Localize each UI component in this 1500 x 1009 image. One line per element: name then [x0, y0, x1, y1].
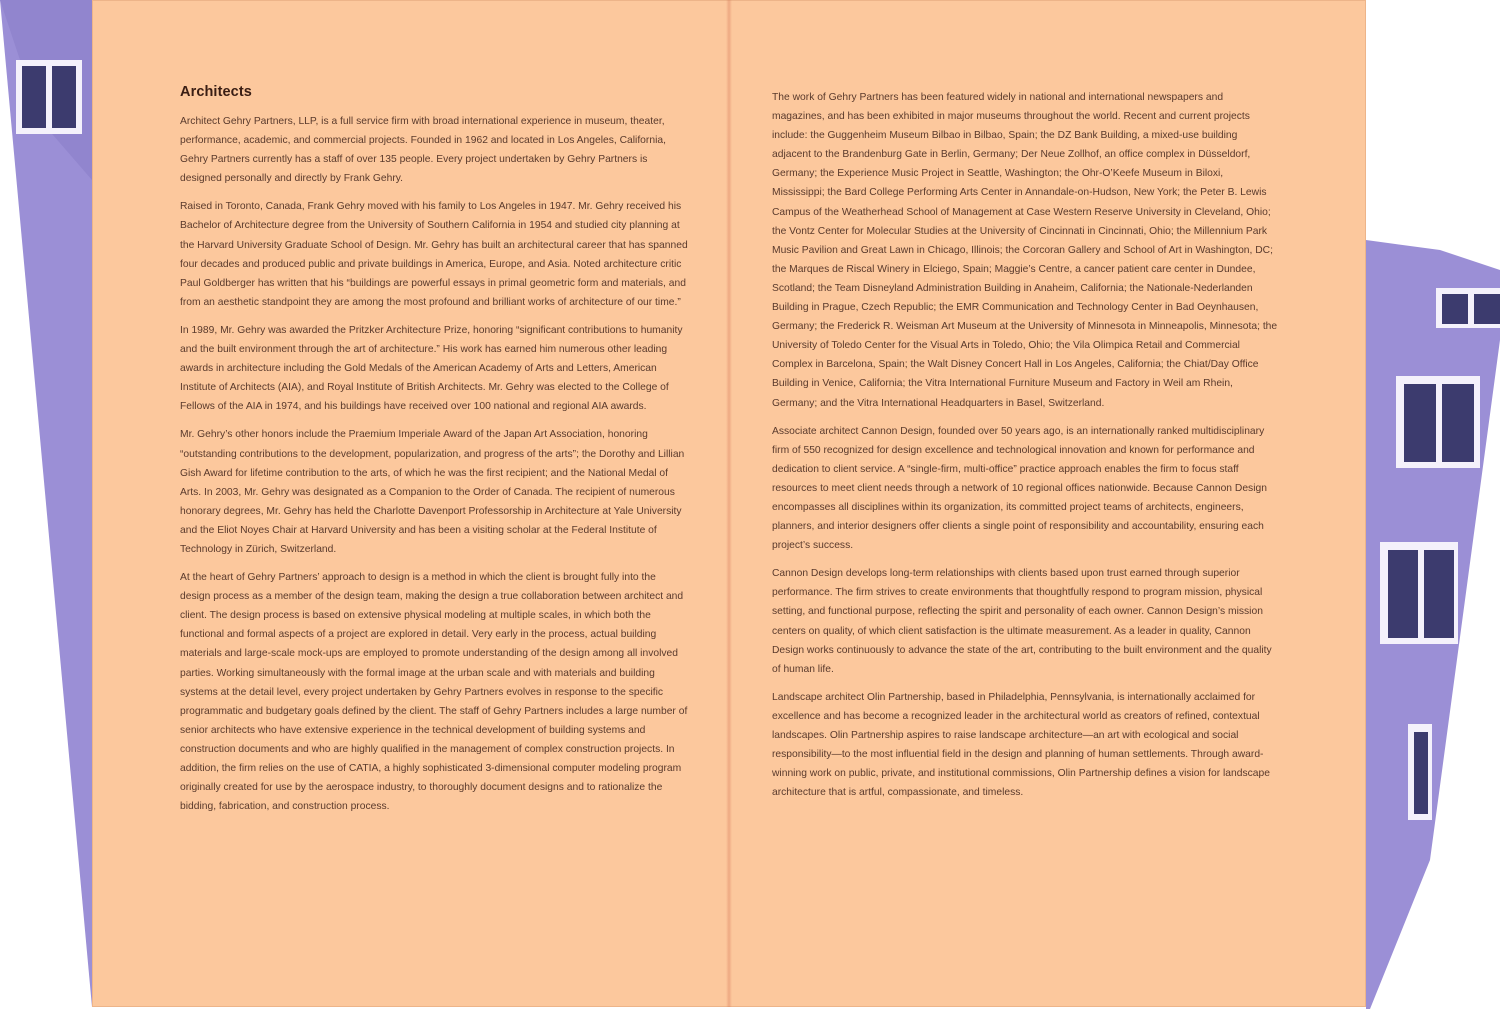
paragraph-design-approach: At the heart of Gehry Partners’ approach to design is a method in which the client is brought fully into the design process as a member of the design team, making the design a true collaboration between architect and client. The design process is based on extensive physical modeling at multiple scales, in which both the functional and formal aspects of a project are explored in detail. Very early in the process, actual building materials and large-scale mock-ups are employed to promote understanding of the design among all involved parties. Working simultaneously with the formal image at the urban scale and with materials and building systems at the detail level, every project undertaken by Gehry Partners evolves in response to the specific programmatic and budgetary goals defined by the client. The staff of Gehry Partners includes a large number of senior architects who have extensive experience in the technical development of building systems and construction documents and who are highly qualified in the management of complex construction projects. In addition, the firm relies on the use of CATIA, a highly sophisticated 3-dimensional computer modeling program originally created for use by the aerospace industry, to thoroughly document designs and to rationalize the bidding, fabrication, and construction process. — [180, 572, 688, 813]
left-window — [16, 60, 82, 134]
paragraph-gehry-biography: Raised in Toronto, Canada, Frank Gehry moved with his family to Los Angeles in 1947. Mr. Gehry received his Bachelor of Architecture degree from the University of Southern California in 1954 and studied city planning at the Harvard University Graduate School of Design. Mr. Gehry has built an architectural career that has spanned four decades and produced public and private buildings in America, Europe, and Asia. Noted architecture critic Paul Goldberger has written that his “buildings are powerful essays in primal geometric form and materials, and from an aesthetic standpoint they are among the most profound and brilliant works of architecture of our time.” — [180, 201, 688, 308]
paragraph-other-honors: Mr. Gehry’s other honors include the Praemium Imperiale Award of the Japan Art Association, honoring “outstanding contributions to the development, popularization, and progress of the arts”; the Dorothy and Lillian Gish Award for lifetime contribution to the arts, of which he was the first recipient; and the National Medal of Arts. In 2003, Mr. Gehry was designated as a Companion to the Order of Canada. The recipient of numerous honorary degrees, Mr. Gehry has held the Charlotte Davenport Professorship in Architecture at Yale University and the Eliot Noyes Chair at Harvard University and has been a visiting scholar at the Federal Institute of Technology in Zürich, Switzerland. — [180, 429, 685, 555]
paragraph-pritzker-awards: In 1989, Mr. Gehry was awarded the Pritzker Architecture Prize, honoring “significant contributions to humanity and the built environment through the art of architecture.” His work has earned him numerous other leading awards in architecture including the Gold Medals of the American Academy of Arts and Letters, American Institute of Architects (AIA), and Royal Institute of British Architects. Mr. Gehry was elected to the College of Fellows of the AIA in 1974, and his buildings have received over 100 national and regional AIA awards. — [180, 324, 683, 413]
paragraph-olin-partnership: Landscape architect Olin Partnership, based in Philadelphia, Pennsylvania, is internationally acclaimed for excellence and has become a recognized leader in the architectural world as creators of refined, contextual landscapes. Olin Partnership aspires to raise landscape architecture—an art with ecological and social responsibility—to the most influential field in the design and planning of human settlements. Through award-winning work on public, private, and institutional commissions, Olin Partnership defines a vision for landscape architecture that is artful, compassionate, and timeless. — [772, 691, 1270, 799]
right-window — [1396, 376, 1480, 468]
center-fold — [726, 0, 732, 1007]
right-window — [1436, 288, 1500, 328]
right-white-cutout — [1366, 0, 1500, 270]
right-window — [1408, 724, 1432, 820]
paragraph-gehry-partners-overview: Architect Gehry Partners, LLP, is a full service firm with broad international experience in museum, theater, performance, academic, and commercial projects. Founded in 1962 and located in Los Angeles, California, Gehry Partners currently has a staff of over 135 people. Every project undertaken by Gehry Partners is designed personally and directly by Frank Gehry. — [180, 116, 666, 185]
page-heading: Architects — [180, 84, 252, 100]
right-page — [772, 88, 1278, 811]
paragraph-cannon-relationships: Cannon Design develops long-term relationships with clients based upon trust earned through superior performance. The firm strives to create environments that thoughtfully respond to program mission, physical setting, and functional purpose, reflecting the spirit and personality of each owner. Cannon Design’s mission centers on quality, of which client satisfaction is the ultimate measurement. As a leader in quality, Cannon Design works continuously to advance the state of the art, contributing to the built environment and the quality of human life. — [772, 568, 1272, 675]
right-window — [1380, 542, 1458, 644]
paragraph-featured-projects: The work of Gehry Partners has been featured widely in national and international newspapers and magazines, and has been exhibited in major museums throughout the world. Recent and current projects include: the Guggenheim Museum Bilbao in Bilbao, Spain; the DZ Bank Building, a mixed-use building adjacent to the Brandenburg Gate in Berlin, Germany; Der Neue Zollhof, an office complex in Düsseldorf, Germany; the Experience Music Project in Seattle, Washington; the Ohr-O’Keefe Museum in Biloxi, Mississippi; the Bard College Performing Arts Center in Annandale-on-Hudson, New York; the Peter B. Lewis Campus of the Weatherhead School of Management at Case Western Reserve University in Cleveland, Ohio; the Vontz Center for Molecular Studies at the University of Cincinnati in Cincinnati, Ohio; the Millennium Park Music Pavilion and Great Lawn in Chicago, Illinois; the Corcoran Gallery and School of Art in Washington, DC; the Marques de Riscal Winery in Elciego, Spain; Maggie’s Centre, a cancer patient care center in Dundee, Scotland; the Team Disneyland Administration Building in Anaheim, California; the Nationale-Nederlanden Building in Prague, Czech Republic; the EMR Communication and Technology Center in Bad Oeynhausen, Germany; the Frederick R. Weisman Art Museum at the University of Minnesota in Minneapolis, Minnesota; the University of Toledo Center for the Visual Arts in Toledo, Ohio; the Vila Olimpica Retail and Commercial Complex in Barcelona, Spain; the Walt Disney Concert Hall in Los Angeles, California; the Chiat/Day Office Building in Venice, California; the Vitra International Furniture Museum and Factory in Weil am Rhein, Germany; and the Vitra International Headquarters in Basel, Switzerland. — [772, 92, 1278, 409]
paragraph-cannon-design: Associate architect Cannon Design, founded over 50 years ago, is an internationally ranked multidisciplinary firm of 550 recognized for design excellence and technological innovation and known for performance and dedication to client service. A “single-firm, multi-office” practice approach enables the firm to focus staff resources to meet client needs through a network of 10 regional offices nationwide. Because Cannon Design encompasses all disciplines within its organization, its committed project teams of architects, engineers, planners, and interior designers offer clients a single point of responsibility and accountability, ensuring each project’s success. — [772, 425, 1267, 552]
booklet-spread — [92, 0, 1366, 1007]
left-page — [180, 84, 688, 825]
